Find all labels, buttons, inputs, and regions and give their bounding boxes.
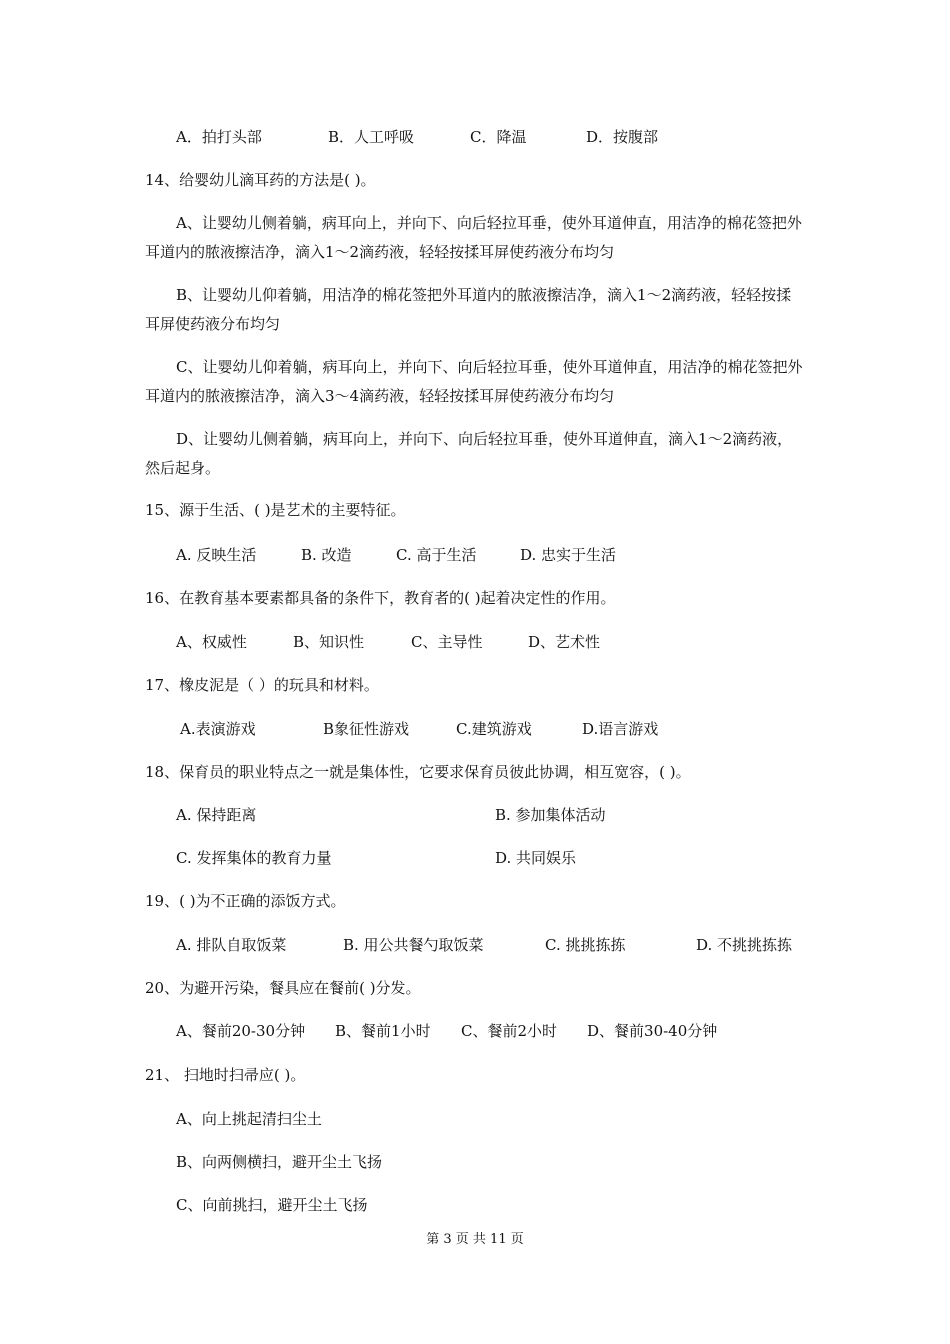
q19-option-b: B. 用公共餐勺取饭菜: [343, 936, 484, 954]
q16-option-d: D、艺术性: [528, 633, 601, 651]
q14-option-a: A、让婴幼儿侧着躺，病耳向上，并向下、向后轻拉耳垂，使外耳道伸直，用洁净的棉花签把外耳道内的脓液擦洁净，滴入1～2滴药液，轻轻按揉耳屏使药液分布均匀: [145, 214, 802, 261]
q20-option-d: D、餐前30-40分钟: [587, 1022, 718, 1040]
q20-option-b: B、餐前1小时: [335, 1022, 431, 1040]
q19-option-d: D. 不挑挑拣拣: [696, 936, 793, 954]
q17-option-b: B象征性游戏: [323, 720, 410, 738]
q17-option-c: C.建筑游戏: [456, 720, 532, 738]
q20-stem: 20、为避开污染，餐具应在餐前( )分发。: [145, 979, 421, 997]
q13-option-d: D．按腹部: [586, 128, 659, 146]
q17-stem: 17、橡皮泥是（ ）的玩具和材料。: [145, 676, 379, 694]
q18-stem: 18、保育员的职业特点之一就是集体性，它要求保育员彼此协调，相互宽容，( )。: [145, 763, 691, 781]
q19-option-c: C. 挑挑拣拣: [545, 936, 626, 954]
q13-option-c: C．降温: [470, 128, 527, 146]
q19-option-a: A. 排队自取饭菜: [176, 936, 287, 954]
q18-option-a: A. 保持距离: [176, 806, 257, 824]
q20-option-a: A、餐前20-30分钟: [176, 1022, 306, 1040]
q14-option-b: B、让婴幼儿仰着躺，用洁净的棉花签把外耳道内的脓液擦洁净，滴入1～2滴药液，轻轻按揉耳屏使药液分布均匀: [145, 286, 792, 333]
q17-option-d: D.语言游戏: [582, 720, 659, 738]
q16-option-a: A、权威性: [176, 633, 247, 651]
q15-option-b: B. 改造: [301, 546, 352, 564]
q16-option-c: C、主导性: [411, 633, 483, 651]
q15-stem: 15、源于生活、( )是艺术的主要特征。: [145, 501, 406, 519]
q16-option-b: B、知识性: [293, 633, 365, 651]
q14-option-c: C、让婴幼儿仰着躺，病耳向上，并向下、向后轻拉耳垂，使外耳道伸直，用洁净的棉花签把外耳道内的脓液擦洁净，滴入3～4滴药液，轻轻按揉耳屏使药液分布均匀: [145, 358, 803, 405]
q18-option-d: D. 共同娱乐: [495, 849, 577, 867]
q21-option-b: B、向两侧横扫，避开尘土飞扬: [176, 1153, 383, 1171]
q20-option-c: C、餐前2小时: [461, 1022, 558, 1040]
q14-stem: 14、给婴幼儿滴耳药的方法是( )。: [145, 171, 376, 189]
page-footer: 第 3 页 共 11 页: [426, 1232, 524, 1247]
q21-option-a: A、向上挑起清扫尘土: [176, 1110, 322, 1128]
q18-option-b: B. 参加集体活动: [495, 806, 606, 824]
q18-option-c: C. 发挥集体的教育力量: [176, 849, 332, 867]
q17-option-a: A.表演游戏: [180, 720, 256, 738]
q19-stem: 19、( )为不正确的添饭方式。: [145, 892, 346, 910]
q15-option-a: A. 反映生活: [176, 546, 257, 564]
q13-option-a: A．拍打头部: [176, 128, 262, 146]
q21-stem: 21、 扫地时扫帚应( )。: [145, 1066, 306, 1084]
q14-option-d: D、让婴幼儿侧着躺，病耳向上，并向下、向后轻拉耳垂，使外耳道伸直，滴入1～2滴药液，然后起身。: [145, 430, 793, 477]
q15-option-d: D. 忠实于生活: [520, 546, 617, 564]
q15-option-c: C. 高于生活: [396, 546, 477, 564]
q21-option-c: C、向前挑扫，避开尘土飞扬: [176, 1196, 368, 1214]
q16-stem: 16、在教育基本要素都具备的条件下，教育者的( )起着决定性的作用。: [145, 589, 616, 607]
q13-option-b: B．人工呼吸: [328, 128, 415, 146]
